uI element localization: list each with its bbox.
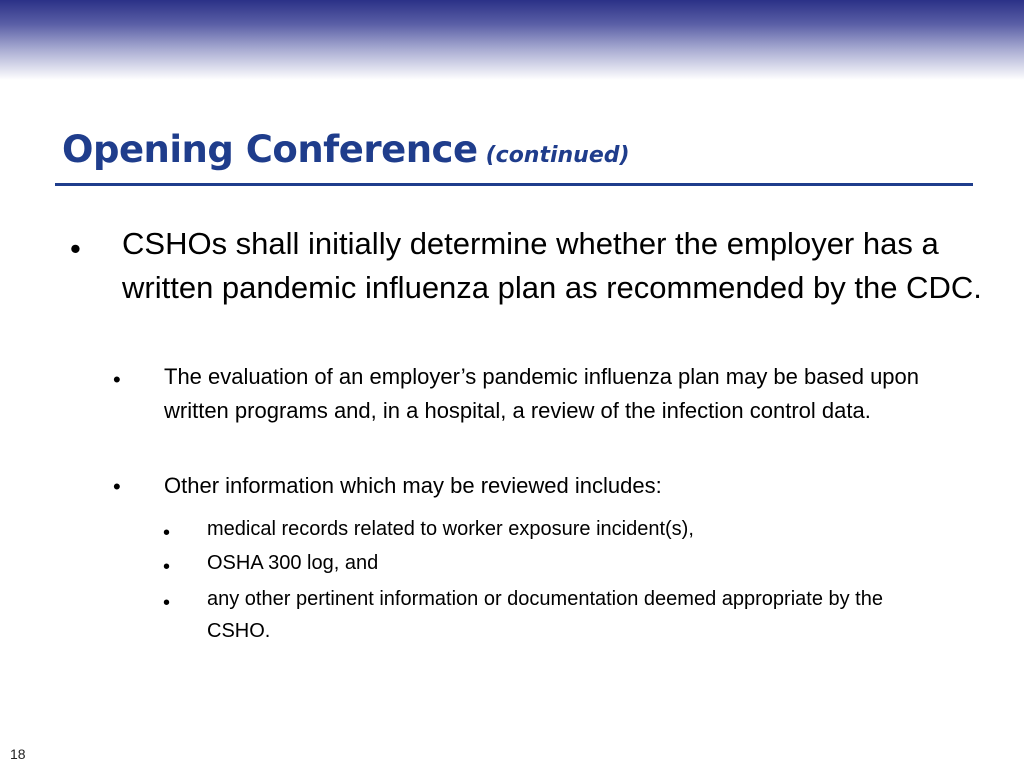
bullet-marker-item-2: • (163, 556, 171, 578)
bullet-sub2-text: Other information which may be reviewed includes: (164, 473, 662, 498)
bullet-item-1-text: medical records related to worker exposure incident(s), (207, 518, 694, 540)
slide-title-suffix: (continued) (485, 143, 630, 168)
bullet-marker-item-1: • (163, 522, 171, 544)
bullet-main-text: CSHOs shall initially determine whether the employer has a written pandemic influenza plan as recommended by the CDC. (122, 226, 982, 305)
slide-title-main: Opening Conference (62, 128, 478, 171)
bullet-marker-main: • (70, 231, 81, 266)
bullet-item-2-text: OSHA 300 log, and (207, 552, 379, 574)
bullet-marker-sub2: • (113, 474, 121, 499)
bullet-sub1-text: The evaluation of an employer’s pandemic influenza plan may be based upon written programs and, in a hospital, a review of the infection control data. (164, 364, 920, 423)
bullet-marker-sub1: • (113, 367, 121, 392)
bullet-item-3-text: any other pertinent information or documentation deemed appropriate by the CSHO. (207, 588, 883, 642)
bullet-marker-item-3: • (163, 592, 171, 614)
page-number: 18 (10, 746, 26, 762)
